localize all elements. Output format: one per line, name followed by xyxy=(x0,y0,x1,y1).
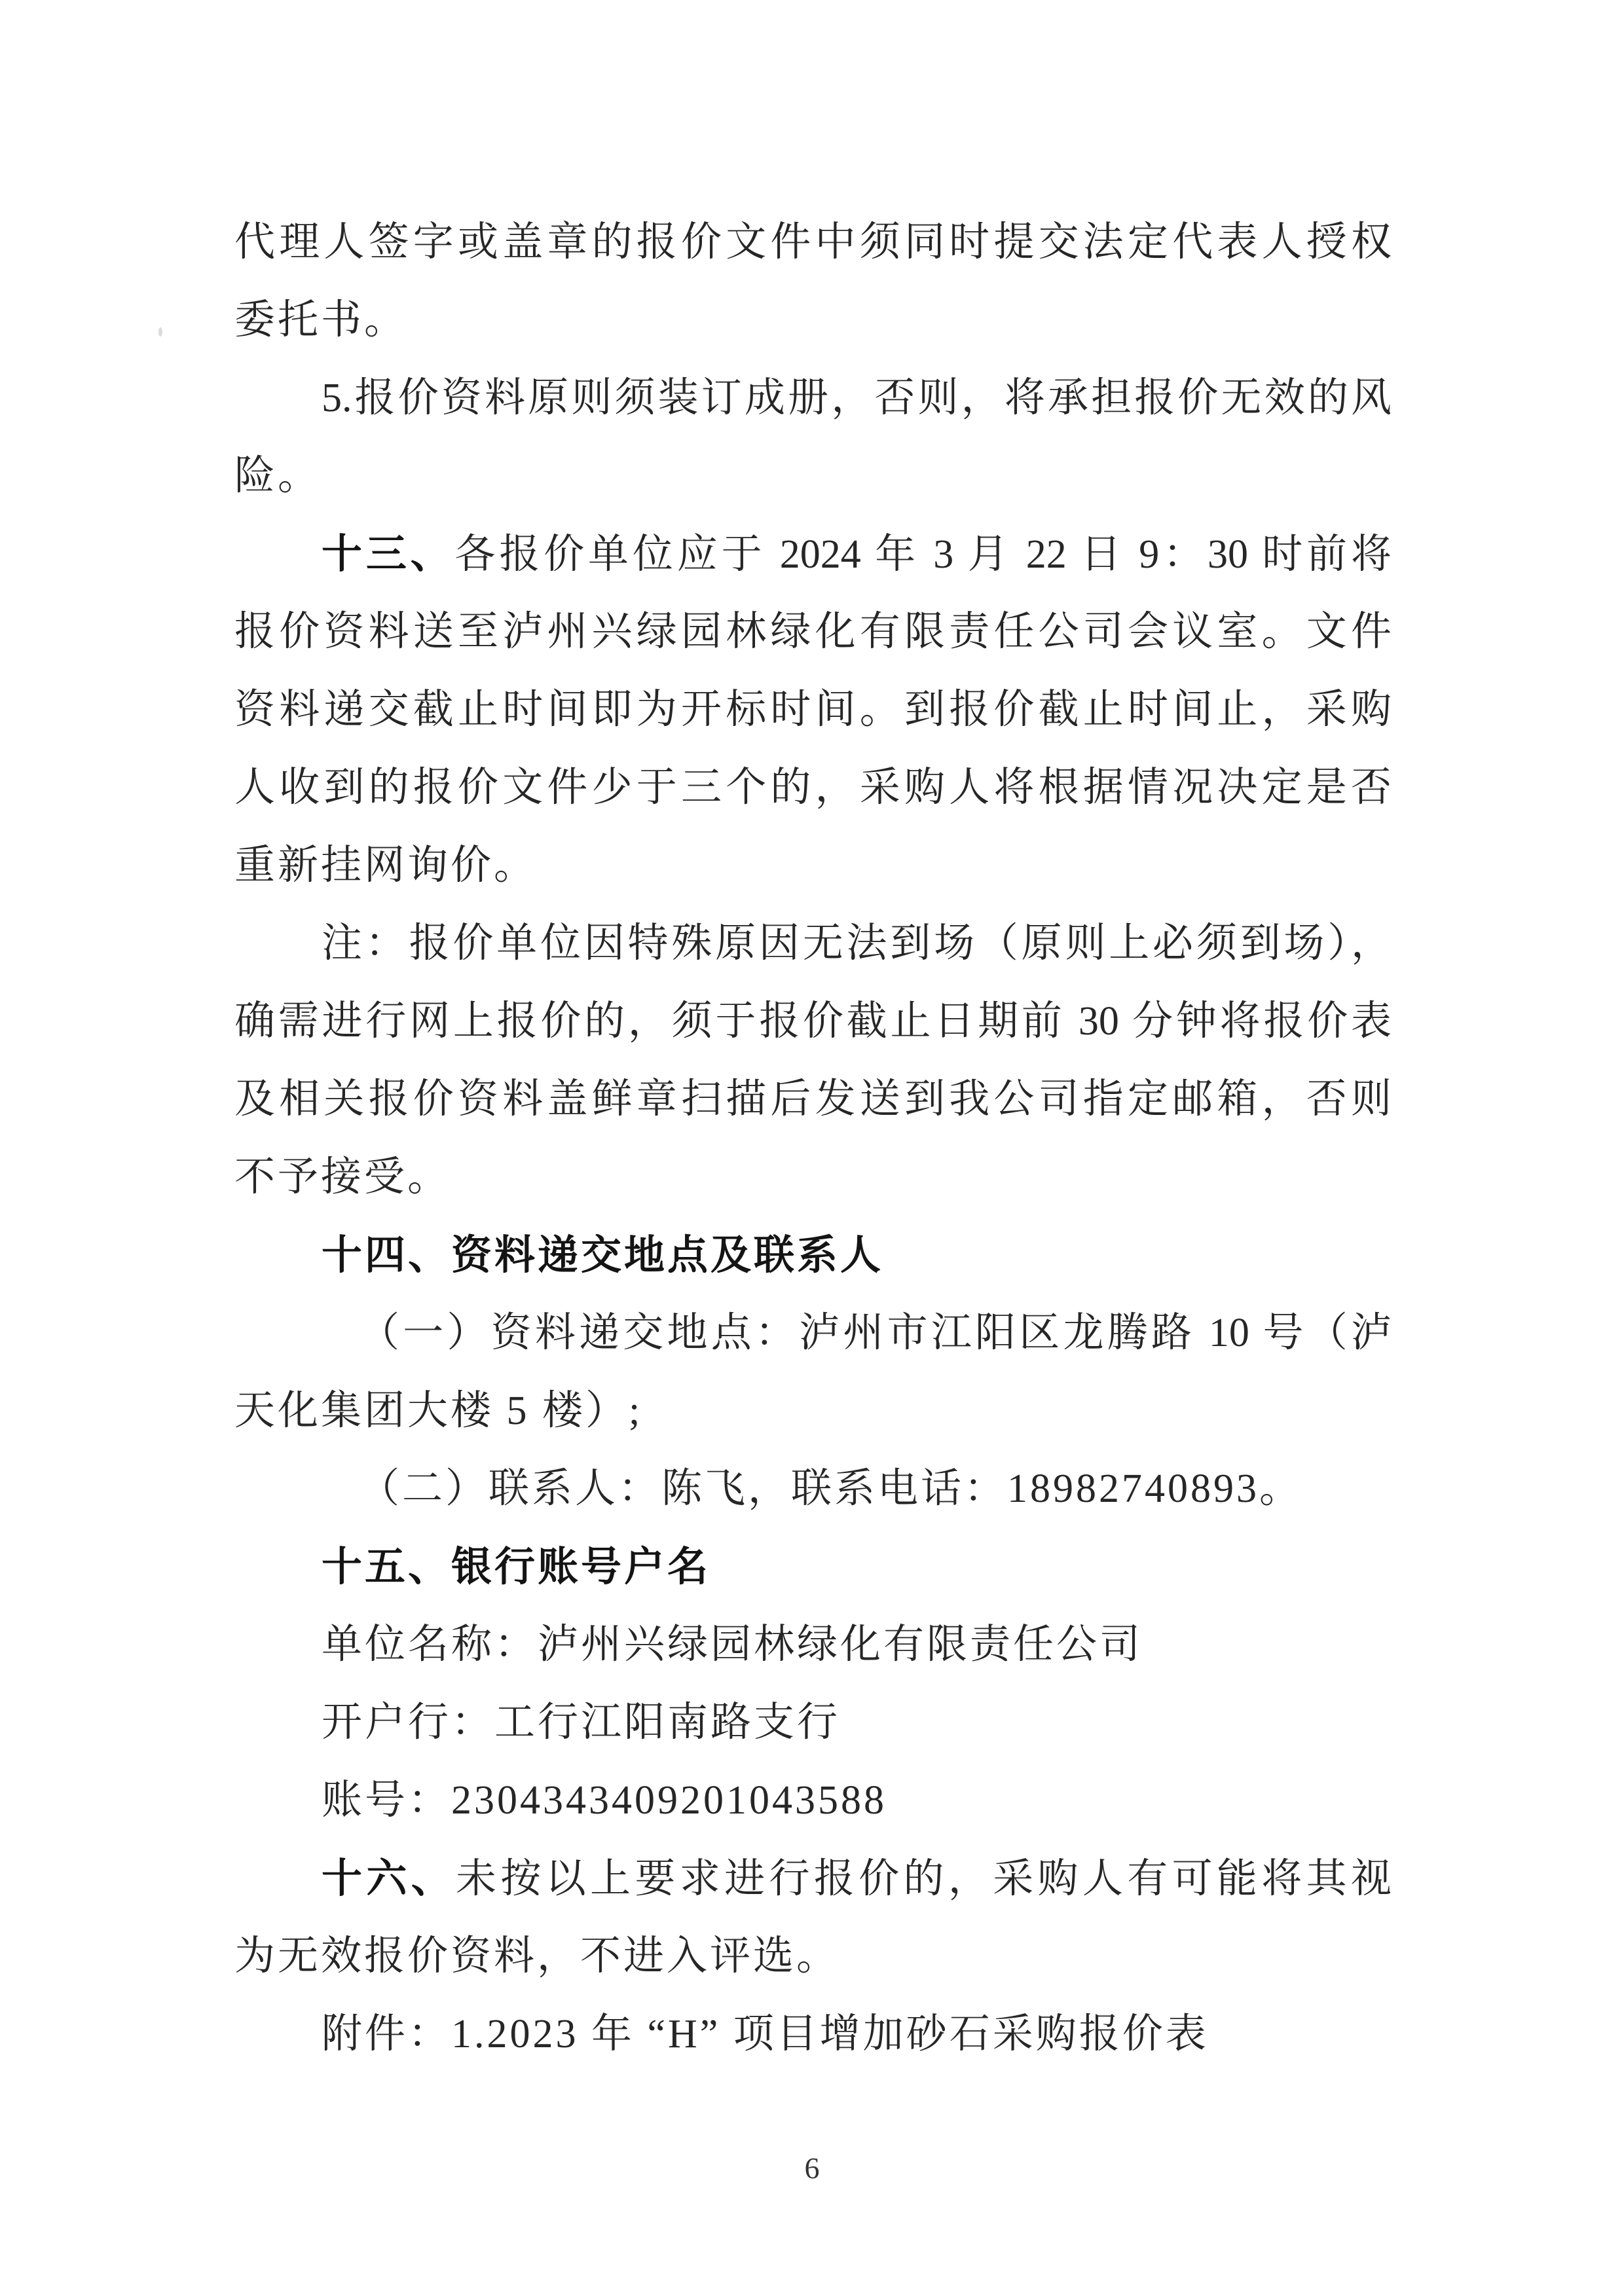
line-delivery-location-1: （一）资料递交地点：泸州市江阳区龙腾路 10 号（泸 xyxy=(359,1311,1392,1355)
line-attachment: 附件：1.2023 年 “H” 项目增加砂石采购报价表 xyxy=(322,2012,1209,2056)
scan-speck xyxy=(158,327,162,337)
line-section13-2: 报价资料送至泸州兴绿园林绿化有限责任公司会议室。文件 xyxy=(234,610,1392,654)
page-number: 6 xyxy=(804,2151,820,2185)
line-section13-3: 资料递交截止时间即为开标时间。到报价截止时间止，采购 xyxy=(234,687,1392,732)
section13-number: 十三、 xyxy=(322,532,455,577)
document-body xyxy=(234,204,1392,2073)
line-section13-4: 人收到的报价文件少于三个的，采购人将根据情况决定是否 xyxy=(234,765,1392,810)
line-section16-2: 为无效报价资料，不进入评选。 xyxy=(234,1934,840,1978)
line-note-2: 确需进行网上报价的，须于报价截止日期前 30 分钟将报价表 xyxy=(234,999,1392,1044)
line-note-3: 及相关报价资料盖鲜章扫描后发送到我公司指定邮箱，否则 xyxy=(234,1077,1392,1121)
line-account-number: 账号：2304343409201043588 xyxy=(322,1778,887,1823)
heading-section15-bank-account: 十五、银行账号户名 xyxy=(322,1544,711,1590)
line-section13-5: 重新挂网询价。 xyxy=(234,843,538,888)
line-delivery-location-2: 天化集团大楼 5 楼）; xyxy=(234,1389,643,1433)
section13-text: 各报价单位应于 2024 年 3 月 22 日 9：30 时前将 xyxy=(454,532,1392,577)
line-binding-requirement-2: 险。 xyxy=(234,454,322,498)
heading-section14-delivery-location: 十四、资料递交地点及联系人 xyxy=(322,1233,884,1278)
line-note-4: 不予接受。 xyxy=(234,1155,451,1199)
section16-text: 未按以上要求进行报价的，采购人有可能将其视 xyxy=(456,1857,1392,1901)
line-authorization-1: 代理人签字或盖章的报价文件中须同时提交法定代表人授权 xyxy=(234,220,1392,264)
line-binding-requirement-1: 5.报价资料原则须装订成册，否则，将承担报价无效的风 xyxy=(322,376,1392,420)
line-section16-1 xyxy=(234,1840,1392,1918)
line-note-1: 注：报价单位因特殊原因无法到场（原则上必须到场）， xyxy=(322,921,1392,966)
line-company-name: 单位名称：泸州兴绿园林绿化有限责任公司 xyxy=(322,1622,1143,1667)
line-authorization-2: 委托书。 xyxy=(234,298,408,342)
line-bank-branch: 开户行：工行江阳南路支行 xyxy=(322,1700,841,1745)
line-section13-1 xyxy=(234,515,1392,593)
line-contact-person: （二）联系人：陈飞，联系电话：18982740893。 xyxy=(359,1467,1303,1511)
section16-number: 十六、 xyxy=(322,1856,456,1901)
